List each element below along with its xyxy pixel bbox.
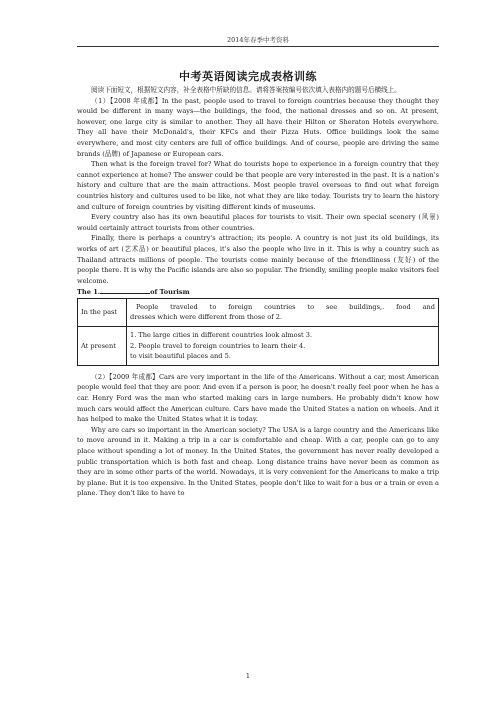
- row-line: People traveled to foreign countries to see buildings,. food and: [136, 302, 435, 311]
- row-label: In the past: [78, 298, 127, 326]
- table-row: [78, 298, 439, 326]
- instructions: 阅读下面短文，根据短文内容，补全表格中所缺的信息。请将答案按编号依次填入表格内的题号后横线上。: [91, 86, 401, 94]
- row-line: dresses which were different from those of 2.: [130, 313, 283, 322]
- passage1-paragraph-4: Finally, there is perhaps a country's attraction; its people. A country is not just its old buildings, its works of art (艺术品) or beautiful places, it's also the people who live in it. This is why a country such as Thailand attracts millions of people. The tourists come mainly because of the friendliness (友好) of the people there. It is why the Pacific islands are also so popular. The friendly, smiling people make visitors feel welcome.: [77, 234, 439, 285]
- passage2-paragraph-1: （2）【2009 年成都】Cars are very important in the life of the Americans. Without a car, most American people would feel that they are poor. And even if a person is poor, he doesn't really feel poor when he has a car. Henry Ford was the man who started making cars in large numbers. He probably didn't know how much cars would affect the American culture. Cars have made the United States a nation on wheels. And it has helped to make the United States what it is today.: [77, 372, 439, 424]
- page-number: 1: [245, 672, 251, 680]
- row-content: [127, 298, 439, 326]
- row-content: [127, 327, 439, 366]
- header-text: 2014年春季中考资料: [226, 36, 290, 44]
- row-line: 2. People travel to foreign countries to learn their 4.: [130, 341, 306, 350]
- table-row: [78, 327, 439, 366]
- table-title-prefix: The 1.: [77, 288, 101, 297]
- answer-table: [77, 298, 439, 366]
- row-label: At present: [78, 327, 127, 366]
- passage1-paragraph-3: Every country also has its own beautiful places for tourists to visit. Their own special scenery (风景) would certainly attract tourists from other countries.: [77, 213, 439, 232]
- table-title: [77, 286, 439, 298]
- document-body: [77, 85, 439, 499]
- row-line: to visit beautiful places and 5.: [130, 352, 231, 361]
- answer-blank-1[interactable]: [100, 286, 150, 294]
- passage2-paragraph-2: Why are cars so important in the American society? The USA is a large country and the Americans like to move around in it. Making a trip in a car is comfortable and cheap. With a car, people can go to any place without spending a lot of money. In the United States, the government has never really developed a public transportation which is both fast and cheap. Long distance trains have never been as common as they are in some other parts of the world. Nowadays, it is very convenient for the Americans to make a trip by plane. But it is too expensive. In the United States, people don't like to wait for a bus or a train or even a plane. They don't like to have to: [77, 425, 439, 498]
- passage1-paragraph-2: Then what is the foreign travel for? What do tourists hope to experience in a foreign country that they cannot experience at home? The answer could be that people are very interested in the past. It is a nation's history and culture that are the main attractions. Most people travel overseas to find out what foreign countries history and cultures used to be like, not what they are like today. Tourists try to learn the history and culture of foreign countries by visiting different kinds of museums.: [77, 160, 439, 211]
- row-line: 1. The large cities in different countries look almost 3.: [130, 331, 313, 340]
- passage1-paragraph-1: （1）【2008 年成都】In the past, people used to travel to foreign countries because they thought they would be different in many ways—the buildings, the food, the national dresses and so on. At present, however, one large city is similar to another. They all have their Hilton or Sheraton Hotels everywhere. They all have their McDonald's, their KFCs and their Pizza Huts. Office buildings look the same everywhere, and most city centers are full of office buildings. And of course, people are driving the same brands (品牌) of Japanese or European cars.: [77, 96, 439, 158]
- page-header: [77, 34, 439, 47]
- table-title-suffix: of Tourism: [150, 288, 190, 297]
- page-title: 中考英语阅读完成表格训练: [179, 70, 317, 83]
